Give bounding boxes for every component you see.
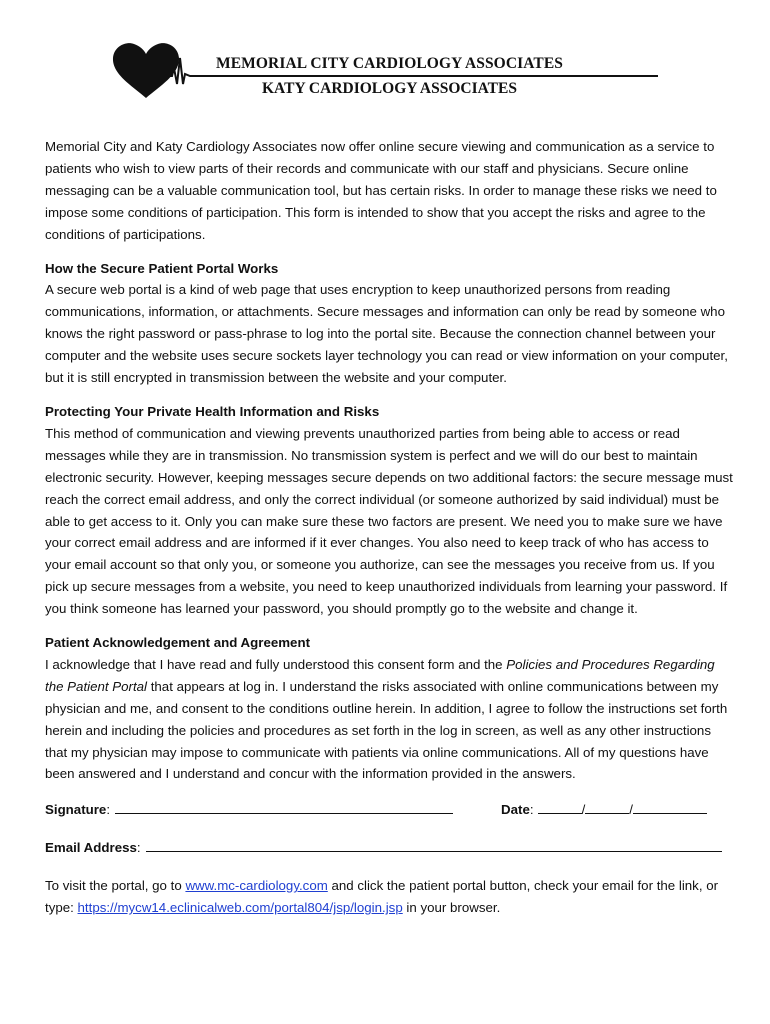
section-acknowledgement	[45, 632, 733, 785]
email-label: Email Address	[45, 840, 137, 856]
letterhead	[0, 0, 770, 120]
section-body: This method of communication and viewing prevents unauthorized parties from being able to access or read messages while they are in transmission. No transmission system is perfect and we will do our best to maintain electronic security. However, keeping messages secure depends on two additional factors: the secure message must reach the correct email address, and only the correct individual (or someone authorized by said individual) must be able to get access to it. Only you can make sure these two factors are present. We need you to make sure we have your correct email address and are informed if it ever changes. You also need to keep track of who has access to your email account so that only you, or someone you authorize, can see the messages you receive from us. If you pick up secure messages from a website, you need to keep unauthorized individuals from learning your password. If you think someone has learned your password, you should promptly go to the website and change it.	[45, 425, 733, 617]
section-heading: Patient Acknowledgement and Agreement	[45, 635, 311, 651]
section-body: A secure web portal is a kind of web page that uses encryption to keep unauthorized persons from reading communications, information, or attachments. Secure messages and information can only be read by someone who knows the right password or pass-phrase to log into the portal site. Because the connection channel between your computer and the website uses secure sockets layer technology you can read or view information on your computer, but it is still encrypted in transmission between the website and your computer.	[45, 282, 728, 386]
org-name-secondary: KATY CARDIOLOGY ASSOCIATES	[262, 80, 517, 97]
section-portal-works	[45, 258, 733, 389]
email-line[interactable]	[146, 837, 722, 852]
instructions-text: and click the patient portal button, check your email for the link, or type:	[45, 878, 719, 916]
email-row	[45, 837, 733, 859]
portal-instructions	[45, 875, 733, 919]
policies-title: Policies and Procedures Regarding the Patient Portal	[45, 656, 715, 694]
instructions-text: To visit the portal, go to	[45, 878, 186, 894]
section-heading: How the Secure Patient Portal Works	[45, 260, 279, 276]
date-day-line[interactable]	[585, 799, 629, 814]
section-privacy-risks	[45, 401, 733, 620]
org-name-primary: MEMORIAL CITY CARDIOLOGY ASSOCIATES	[216, 55, 563, 72]
section-body-start: I acknowledge that I have read and fully understood this consent form and the	[45, 656, 507, 672]
signature-line[interactable]	[115, 799, 453, 814]
colon: :	[529, 802, 534, 818]
date-year-line[interactable]	[633, 799, 707, 814]
date-label: Date	[501, 802, 530, 818]
section-body-end: that appears at log in. I understand the risks associated with online communications between my physician and me, and consent to the conditions outline herein. In addition, I agree to follow the instructions set forth herein and including the policies and procedures as set forth in the log in screen, as well as any other instructions that my physician may impose to communicate with patients via online communications. All of my questions have been answered and I understand and concur with the information provided in the answers.	[45, 678, 728, 782]
date-slash: /	[629, 802, 633, 818]
section-heading: Protecting Your Private Health Information and Risks	[45, 403, 380, 419]
signature-date-row	[45, 799, 733, 821]
colon: :	[136, 840, 141, 856]
portal-login-link[interactable]: https://mycw14.eclinicalweb.com/portal804/jsp/login.jsp	[77, 900, 403, 916]
website-link[interactable]: www.mc-cardiology.com	[185, 878, 328, 894]
consent-form-body	[45, 136, 733, 931]
instructions-text: in your browser.	[402, 900, 501, 916]
intro-paragraph: Memorial City and Katy Cardiology Associates now offer online secure viewing and communication as a service to patients who wish to view parts of their records and communicate with our staff and physicians. Secure online messaging can be a valuable communication tool, but has certain risks. In order to manage these risks we need to impose some conditions of participation. This form is intended to show that you accept the risks and agree to the conditions of participations.	[45, 139, 717, 242]
colon: :	[106, 802, 111, 818]
date-slash: /	[581, 802, 586, 818]
signature-label: Signature	[45, 802, 107, 818]
date-month-line[interactable]	[538, 799, 582, 814]
